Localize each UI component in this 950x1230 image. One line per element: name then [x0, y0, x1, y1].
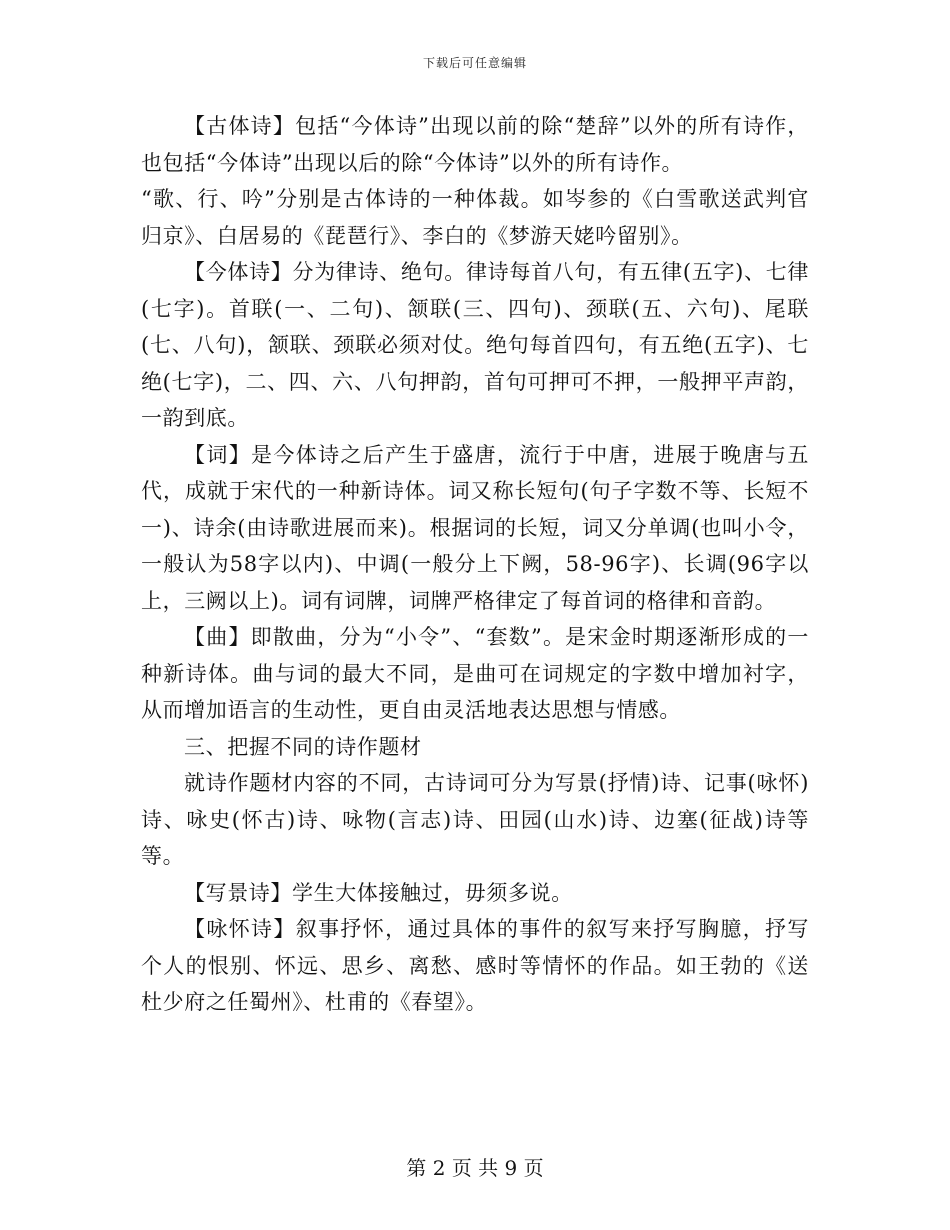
paragraph-qu: 【曲】即散曲，分为“小令”、“套数”。是宋金时期逐渐形成的一种新诗体。曲与词的最大不同，是曲可在词规定的字数中增加衬字，从而增加语言的生动性，更自由灵活地表达思想与情感。: [141, 625, 809, 722]
paragraph-ci: 【词】是今体诗之后产生于盛唐，流行于中唐，进展于晚唐与五代，成就于宋代的一种新诗体。词又称长短句(句子字数不等、长短不一)、诗余(由诗歌进展而来)。根据词的长短，词又分单调(也叫小令，一般认为58字以内)、中调(一般分上下阙，58-96字)、长调(96字以上，三阙以上)。词有词牌，词牌严格律定了每首词的格律和音韵。: [141, 442, 809, 613]
document-body: [141, 108, 809, 1021]
paragraph-yonghuaishi: 【咏怀诗】叙事抒怀，通过具体的事件的叙写来抒写胸臆，抒写个人的恨别、怀远、思乡、离愁、感时等情怀的作品。如王勃的《送杜少府之任蜀州》、杜甫的《春望》。: [141, 917, 809, 1014]
paragraph-xiejingshi: 【写景诗】学生大体接触过，毋须多说。: [184, 880, 573, 905]
section-heading: 三、把握不同的诗作题材: [184, 734, 422, 759]
paragraph-jintishi: 【今体诗】分为律诗、绝句。律诗每首八句，有五律(五字)、七律(七字)。首联(一、二句)、颔联(三、四句)、颈联(五、六句)、尾联(七、八句)，颔联、颈联必须对仗。绝句每首四句，有五绝(五字)、七绝(七字)，二、四、六、八句押韵，首句可押可不押，一般押平声韵，一韵到底。: [141, 260, 809, 430]
paragraph-gutishi: 【古体诗】包括“今体诗”出现以前的除“楚辞”以外的所有诗作，也包括“今体诗”出现以后的除“今体诗”以外的所有诗作。: [141, 114, 809, 175]
page-number-footer: 第 2 页 共 9 页: [406, 1156, 544, 1180]
paragraph-gutishi-genres: “歌、行、吟”分别是古体诗的一种体裁。如岑参的《白雪歌送武判官归京》、白居易的《琵琶行》、李白的《梦游天姥吟留别》。: [141, 187, 809, 248]
page-header-note: 下载后可任意编辑: [422, 56, 527, 70]
paragraph-ticai: 就诗作题材内容的不同，古诗词可分为写景(抒情)诗、记事(咏怀)诗、咏史(怀古)诗、咏物(言志)诗、田园(山水)诗、边塞(征战)诗等等。: [141, 771, 809, 868]
